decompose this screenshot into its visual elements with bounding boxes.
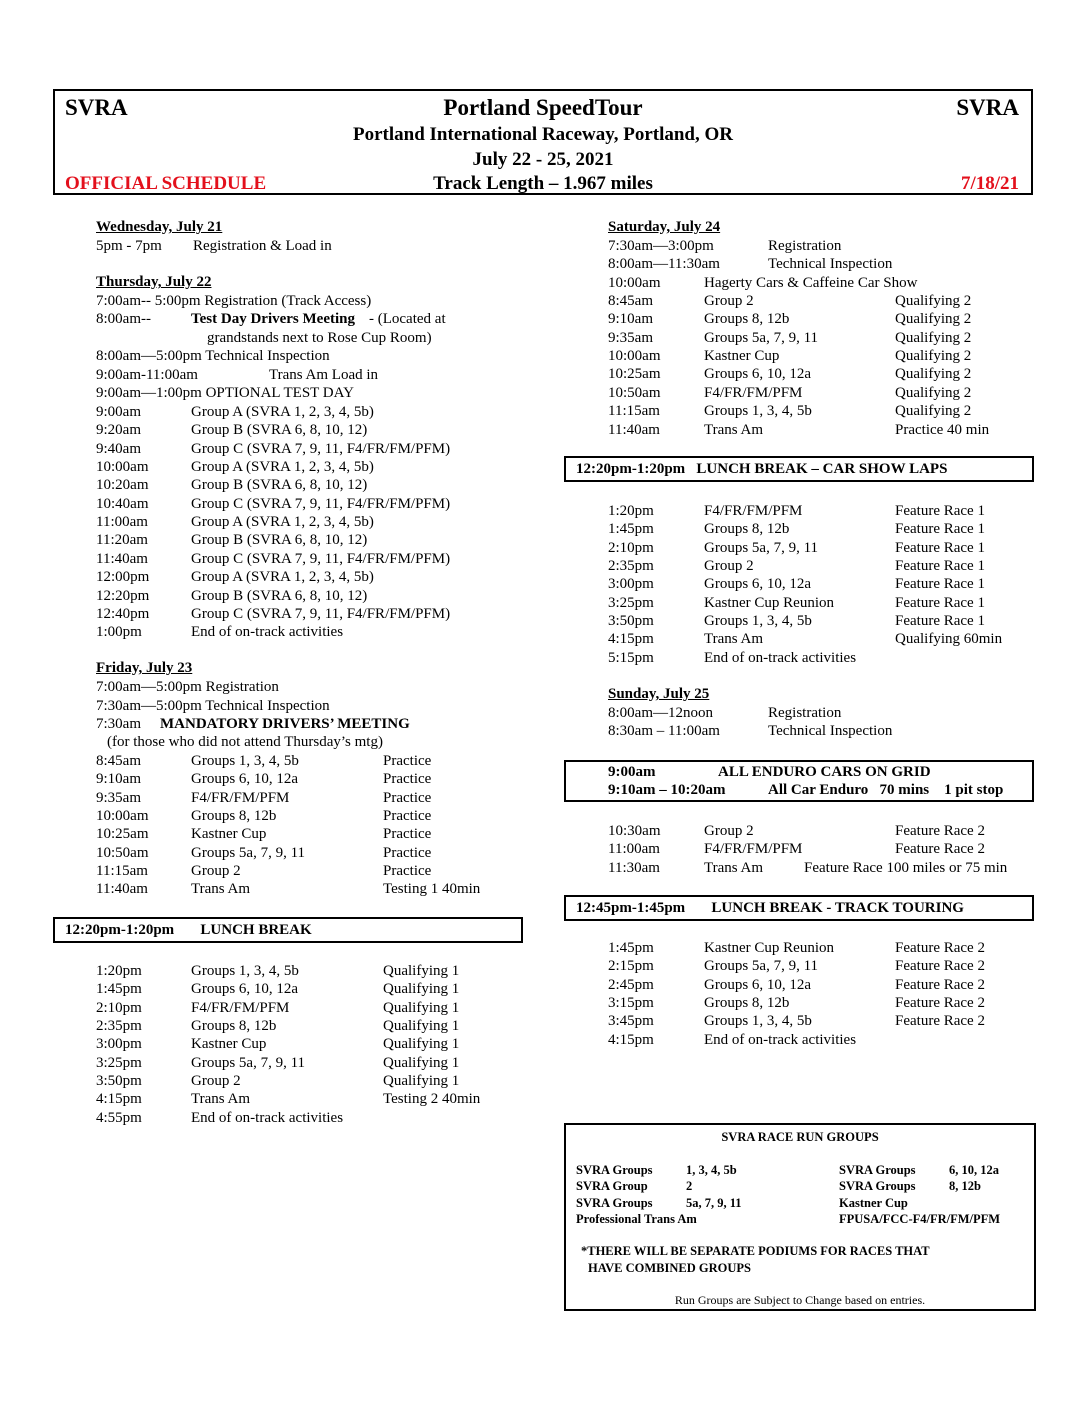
activity: Trans Am bbox=[191, 1091, 251, 1108]
time: 12:20pm bbox=[96, 587, 150, 604]
activity: Trans Am bbox=[704, 859, 764, 876]
activity: Kastner Cup bbox=[704, 348, 780, 365]
thursday-optional-test-day: 9:00am—1:00pm OPTIONAL TEST DAY bbox=[96, 385, 354, 401]
schedule-row bbox=[96, 587, 556, 605]
session: Qualifying 2 bbox=[895, 311, 972, 328]
schedule-row bbox=[96, 980, 556, 998]
activity: Groups 5a, 7, 9, 11 bbox=[704, 539, 819, 556]
schedule-row bbox=[96, 237, 556, 255]
run-groups-footer: Run Groups are Subject to Change based on entries. bbox=[674, 1293, 926, 1307]
activity: Groups 5a, 7, 9, 11 bbox=[704, 329, 819, 346]
time: 8:00am—11:30am bbox=[608, 256, 720, 273]
schedule-row bbox=[96, 999, 556, 1017]
schedule-row bbox=[96, 623, 556, 641]
activity: Trans Am bbox=[704, 631, 764, 648]
activity: Groups 6, 10, 12a bbox=[704, 576, 812, 593]
schedule-row bbox=[96, 495, 556, 513]
schedule-row bbox=[608, 704, 1068, 722]
run-group-label: SVRA Groups bbox=[576, 1163, 653, 1177]
time: 8:45am bbox=[608, 293, 653, 310]
activity: Trans Am bbox=[191, 881, 251, 898]
schedule-row bbox=[608, 384, 1068, 402]
run-groups-title: SVRA RACE RUN GROUPS bbox=[721, 1130, 879, 1144]
activity: Registration & Load in bbox=[193, 238, 332, 254]
time: 8:00am—12noon bbox=[608, 705, 713, 721]
activity: Group C (SVRA 7, 9, 11, F4/FR/FM/PFM) bbox=[191, 550, 451, 567]
thursday-title: Thursday, July 22 bbox=[96, 274, 212, 290]
schedule-row bbox=[96, 1017, 556, 1035]
activity: F4/FR/FM/PFM bbox=[191, 789, 290, 806]
activity: Group A (SVRA 1, 2, 3, 4, 5b) bbox=[191, 569, 374, 586]
schedule-row bbox=[608, 994, 1068, 1012]
schedule-row bbox=[96, 862, 556, 880]
schedule-row bbox=[608, 237, 1068, 255]
time: 1:45pm bbox=[96, 981, 142, 998]
time: 11:40am bbox=[608, 421, 660, 438]
session: Feature Race 2 bbox=[895, 1013, 985, 1030]
schedule-row bbox=[96, 880, 556, 898]
time: 11:30am bbox=[608, 859, 660, 876]
activity: End of on-track activities bbox=[704, 1031, 857, 1048]
sunday-lunch-break-box bbox=[564, 895, 1034, 921]
saturday-lunch-break: 12:20pm-1:20pm LUNCH BREAK – CAR SHOW LAPS bbox=[576, 461, 948, 477]
time: 7:30am bbox=[96, 716, 141, 732]
activity: Group 2 bbox=[191, 1073, 241, 1090]
time: 11:40am bbox=[96, 881, 148, 898]
time: 7:30am—3:00pm bbox=[608, 238, 714, 254]
session: Qualifying 1 bbox=[383, 1018, 460, 1035]
activity: Group C (SVRA 7, 9, 11, F4/FR/FM/PFM) bbox=[191, 605, 451, 622]
activity: Groups 5a, 7, 9, 11 bbox=[191, 1054, 306, 1071]
schedule-row bbox=[96, 403, 556, 421]
activity: Group A (SVRA 1, 2, 3, 4, 5b) bbox=[191, 514, 374, 531]
official-schedule-label: OFFICIAL SCHEDULE bbox=[65, 173, 267, 194]
activity: Group 2 bbox=[704, 293, 754, 310]
run-group-label: SVRA Groups bbox=[839, 1179, 916, 1194]
schedule-row bbox=[96, 1035, 556, 1053]
wednesday-title: Wednesday, July 21 bbox=[96, 219, 223, 235]
time: 1:20pm bbox=[96, 963, 142, 979]
time: 9:00am-11:00am bbox=[96, 367, 198, 383]
schedule-row bbox=[608, 402, 1068, 420]
schedule-row bbox=[96, 458, 556, 476]
schedule-row bbox=[608, 575, 1068, 593]
schedule-row bbox=[608, 630, 1068, 648]
activity: F4/FR/FM/PFM bbox=[191, 999, 290, 1016]
schedule-row bbox=[608, 649, 1068, 667]
enduro-race-text: All Car Enduro 70 mins 1 pit stop bbox=[768, 782, 1004, 798]
schedule-row bbox=[96, 752, 556, 770]
activity: Groups 1, 3, 4, 5b bbox=[191, 963, 299, 979]
activity: Groups 1, 3, 4, 5b bbox=[704, 1013, 812, 1030]
run-group-classes: 6, 10, 12a bbox=[949, 1163, 999, 1177]
schedule-row bbox=[96, 476, 556, 494]
schedule-row bbox=[608, 502, 1068, 520]
time: 9:20am bbox=[96, 422, 141, 439]
saturday-lunch-break-box bbox=[564, 456, 1034, 482]
friday-lunch-break: 12:20pm-1:20pm LUNCH BREAK bbox=[65, 922, 312, 938]
time: 10:00am bbox=[96, 808, 149, 825]
session: Feature Race 1 bbox=[895, 613, 985, 630]
session: Feature Race 2 bbox=[895, 976, 985, 993]
time: 11:15am bbox=[96, 863, 148, 880]
time: 11:40am bbox=[96, 550, 148, 567]
schedule-row bbox=[96, 605, 556, 623]
schedule-row bbox=[96, 531, 556, 549]
schedule-row bbox=[608, 594, 1068, 612]
activity: Registration bbox=[768, 238, 842, 254]
activity: Group 2 bbox=[704, 823, 754, 839]
schedule-row bbox=[96, 770, 556, 788]
activity: Group B (SVRA 6, 8, 10, 12) bbox=[191, 532, 368, 549]
time: 10:25am bbox=[608, 366, 661, 383]
schedule-row bbox=[96, 550, 556, 568]
time: 8:00am-- bbox=[96, 311, 151, 327]
schedule-row bbox=[608, 310, 1068, 328]
session: Qualifying 2 bbox=[895, 293, 972, 310]
podium-note-line2: HAVE COMBINED GROUPS bbox=[588, 1261, 751, 1275]
time: 3:00pm bbox=[96, 1036, 142, 1053]
activity: Kastner Cup bbox=[191, 826, 267, 843]
session: Feature Race 1 bbox=[895, 558, 985, 575]
activity: F4/FR/FM/PFM bbox=[704, 503, 803, 519]
time: 8:30am – 11:00am bbox=[608, 723, 720, 740]
activity: Groups 8, 12b bbox=[704, 311, 790, 328]
time: 3:25pm bbox=[608, 594, 654, 611]
schedule-row bbox=[608, 957, 1068, 975]
time: 2:45pm bbox=[608, 976, 654, 993]
run-group-classes: 5a, 7, 9, 11 bbox=[686, 1195, 742, 1210]
session: Practice bbox=[383, 844, 432, 861]
time: 10:50am bbox=[608, 384, 661, 401]
schedule-row bbox=[608, 292, 1068, 310]
activity: End of on-track activities bbox=[704, 649, 857, 666]
activity: Groups 1, 3, 4, 5b bbox=[704, 403, 812, 420]
time: 10:00am bbox=[608, 348, 661, 365]
thursday-trans-am-load bbox=[96, 366, 496, 384]
activity: Groups 8, 12b bbox=[191, 808, 277, 825]
session: Qualifying 2 bbox=[895, 366, 972, 383]
session: Feature Race 2 bbox=[895, 823, 985, 839]
schedule-row bbox=[96, 1109, 556, 1127]
time: 3:50pm bbox=[96, 1073, 142, 1090]
time: 10:40am bbox=[96, 495, 149, 512]
time: 1:45pm bbox=[608, 940, 654, 956]
activity: Group C (SVRA 7, 9, 11, F4/FR/FM/PFM) bbox=[191, 495, 451, 512]
schedule-row bbox=[96, 1054, 556, 1072]
activity: Kastner Cup Reunion bbox=[704, 594, 834, 611]
time: 10:20am bbox=[96, 477, 149, 494]
session: Practice 40 min bbox=[895, 421, 990, 438]
activity: Groups 6, 10, 12a bbox=[191, 771, 299, 788]
session: Feature Race 2 bbox=[895, 940, 985, 956]
schedule-row bbox=[608, 976, 1068, 994]
friday-lunch-break-box bbox=[53, 917, 523, 943]
schedule-row bbox=[608, 255, 1068, 273]
podium-note-line1: *THERE WILL BE SEPARATE PODIUMS FOR RACES THAT bbox=[581, 1244, 930, 1258]
schedule-row bbox=[96, 1090, 556, 1108]
time: 3:45pm bbox=[608, 1013, 654, 1030]
schedule-row bbox=[608, 520, 1068, 538]
enduro-box bbox=[564, 760, 1034, 802]
schedule-row bbox=[96, 1072, 556, 1090]
session: Practice bbox=[383, 789, 432, 806]
time: 5pm - 7pm bbox=[96, 238, 162, 254]
friday-tech-inspection: 7:30am—5:00pm Technical Inspection bbox=[96, 698, 330, 714]
friday-registration: 7:00am—5:00pm Registration bbox=[96, 679, 279, 695]
time: 10:00am bbox=[96, 459, 149, 476]
activity: Group A (SVRA 1, 2, 3, 4, 5b) bbox=[191, 404, 374, 420]
schedule-row bbox=[96, 513, 556, 531]
time: 9:10am bbox=[608, 311, 653, 328]
run-group-label: SVRA Groups bbox=[576, 1195, 653, 1210]
time: 9:35am bbox=[96, 789, 141, 806]
activity: Groups 1, 3, 4, 5b bbox=[704, 613, 812, 630]
activity: Trans Am Load in bbox=[269, 367, 379, 383]
time: 10:50am bbox=[96, 844, 149, 861]
time: 8:45am bbox=[96, 753, 141, 769]
thursday-tech-inspection: 8:00am—5:00pm Technical Inspection bbox=[96, 348, 330, 364]
schedule-row bbox=[608, 722, 1068, 740]
run-group-label: FPUSA/FCC-F4/FR/FM/PFM bbox=[839, 1211, 1001, 1226]
thursday-meeting-location-cont: grandstands next to Rose Cup Room) bbox=[207, 330, 432, 346]
schedule-row bbox=[608, 274, 1068, 292]
run-group-label: Kastner Cup bbox=[839, 1195, 908, 1210]
time: 4:15pm bbox=[96, 1091, 142, 1108]
thursday-registration: 7:00am-- 5:00pm Registration (Track Access) bbox=[96, 293, 372, 309]
event-dates: July 22 - 25, 2021 bbox=[472, 149, 614, 170]
session: Feature Race 100 miles or 75 min bbox=[804, 859, 1008, 876]
time: 4:15pm bbox=[608, 631, 654, 648]
schedule-header bbox=[53, 89, 1033, 195]
meeting-location: - (Located at bbox=[369, 311, 446, 327]
session: Testing 2 40min bbox=[383, 1091, 481, 1108]
activity: Group B (SVRA 6, 8, 10, 12) bbox=[191, 587, 368, 604]
run-group-label: SVRA Groups bbox=[839, 1163, 916, 1177]
sunday-lunch-break: 12:45pm-1:45pm LUNCH BREAK - TRACK TOURING bbox=[576, 900, 964, 916]
activity: End of on-track activities bbox=[191, 624, 344, 641]
schedule-row bbox=[608, 365, 1068, 383]
time: 9:40am bbox=[96, 440, 141, 457]
time: 11:00am bbox=[96, 514, 148, 531]
time: 3:15pm bbox=[608, 995, 654, 1012]
sunday-title: Sunday, July 25 bbox=[608, 686, 710, 702]
time: 12:40pm bbox=[96, 605, 150, 622]
activity: Group A (SVRA 1, 2, 3, 4, 5b) bbox=[191, 459, 374, 476]
session: Qualifying 1 bbox=[383, 999, 460, 1016]
time: 10:30am bbox=[608, 823, 661, 839]
schedule-row bbox=[608, 539, 1068, 557]
session: Practice bbox=[383, 808, 432, 825]
session: Qualifying 2 bbox=[895, 348, 972, 365]
session: Practice bbox=[383, 771, 432, 788]
time: 11:15am bbox=[608, 403, 660, 420]
session: Feature Race 2 bbox=[895, 841, 985, 858]
session: Testing 1 40min bbox=[383, 881, 481, 898]
session: Feature Race 1 bbox=[895, 594, 985, 611]
session: Qualifying 1 bbox=[383, 1073, 460, 1090]
session: Feature Race 1 bbox=[895, 521, 985, 538]
track-length: Track Length – 1.967 miles bbox=[433, 173, 653, 194]
event-title: Portland SpeedTour bbox=[443, 95, 643, 120]
time: 1:45pm bbox=[608, 521, 654, 538]
session: Practice bbox=[383, 753, 432, 769]
schedule-row bbox=[96, 807, 556, 825]
schedule-row bbox=[608, 859, 1068, 877]
time: 3:00pm bbox=[608, 576, 654, 593]
time: 9:35am bbox=[608, 329, 653, 346]
activity: Technical Inspection bbox=[768, 723, 893, 740]
enduro-grid-text: ALL ENDURO CARS ON GRID bbox=[718, 764, 931, 780]
time: 2:35pm bbox=[96, 1018, 142, 1035]
session: Practice bbox=[383, 826, 432, 843]
meeting-title: MANDATORY DRIVERS’ MEETING bbox=[160, 716, 410, 732]
run-group-classes: 1, 3, 4, 5b bbox=[686, 1163, 737, 1177]
session: Feature Race 1 bbox=[895, 539, 985, 556]
friday-meeting-note: (for those who did not attend Thursday’s mtg) bbox=[107, 734, 383, 750]
session: Practice bbox=[383, 863, 432, 880]
time: 2:15pm bbox=[608, 958, 654, 975]
run-group-classes: 8, 12b bbox=[949, 1179, 981, 1194]
time: 1:00pm bbox=[96, 624, 142, 641]
session: Qualifying 2 bbox=[895, 403, 972, 420]
time: 3:50pm bbox=[608, 613, 654, 630]
run-group-label: SVRA Group bbox=[576, 1179, 648, 1194]
activity: Groups 1, 3, 4, 5b bbox=[191, 753, 299, 769]
time: 2:35pm bbox=[608, 558, 654, 575]
right-org: SVRA bbox=[956, 95, 1019, 120]
time: 9:00am bbox=[96, 404, 141, 420]
session: Qualifying 1 bbox=[383, 1036, 460, 1053]
run-group-label: Professional Trans Am bbox=[576, 1211, 697, 1226]
time: 12:00pm bbox=[96, 569, 150, 586]
activity: Group C (SVRA 7, 9, 11, F4/FR/FM/PFM) bbox=[191, 440, 451, 457]
enduro-grid-time: 9:00am bbox=[608, 764, 656, 780]
time: 2:10pm bbox=[96, 999, 142, 1016]
schedule-row bbox=[608, 1012, 1068, 1030]
time: 4:15pm bbox=[608, 1031, 654, 1048]
activity: End of on-track activities bbox=[191, 1109, 344, 1126]
left-org: SVRA bbox=[65, 95, 128, 120]
schedule-row bbox=[96, 962, 556, 980]
activity: Kastner Cup Reunion bbox=[704, 940, 834, 956]
venue: Portland International Raceway, Portland, OR bbox=[353, 124, 733, 145]
activity: Groups 8, 12b bbox=[704, 521, 790, 538]
run-groups-box bbox=[564, 1123, 1036, 1311]
session: Feature Race 2 bbox=[895, 995, 985, 1012]
session: Qualifying 1 bbox=[383, 1054, 460, 1071]
meeting-title: Test Day Drivers Meeting bbox=[191, 311, 355, 327]
activity: Group 2 bbox=[191, 863, 241, 880]
activity: F4/FR/FM/PFM bbox=[704, 384, 803, 401]
session: Feature Race 1 bbox=[895, 503, 985, 519]
schedule-row bbox=[96, 440, 556, 458]
time: 5:15pm bbox=[608, 649, 654, 666]
activity: Group B (SVRA 6, 8, 10, 12) bbox=[191, 477, 368, 494]
time: 1:20pm bbox=[608, 503, 654, 519]
activity: Groups 5a, 7, 9, 11 bbox=[191, 844, 306, 861]
enduro-race-time: 9:10am – 10:20am bbox=[608, 782, 726, 798]
schedule-row bbox=[96, 421, 556, 439]
activity: F4/FR/FM/PFM bbox=[704, 841, 803, 858]
time: 4:55pm bbox=[96, 1109, 142, 1126]
time: 11:00am bbox=[608, 841, 660, 858]
run-group-classes: 2 bbox=[686, 1179, 693, 1194]
activity: Trans Am bbox=[704, 421, 764, 438]
activity: Groups 6, 10, 12a bbox=[704, 366, 812, 383]
friday-title: Friday, July 23 bbox=[96, 660, 193, 676]
schedule-row bbox=[608, 822, 1068, 840]
session: Qualifying 2 bbox=[895, 329, 972, 346]
activity: Registration bbox=[768, 705, 842, 721]
time: 3:25pm bbox=[96, 1054, 142, 1071]
activity: Group 2 bbox=[704, 558, 754, 575]
time: 11:20am bbox=[96, 532, 148, 549]
schedule-row bbox=[96, 789, 556, 807]
time: 10:25am bbox=[96, 826, 149, 843]
schedule-row bbox=[608, 840, 1068, 858]
activity: Group B (SVRA 6, 8, 10, 12) bbox=[191, 422, 368, 439]
time: 9:10am bbox=[96, 771, 141, 788]
activity: Groups 8, 12b bbox=[704, 995, 790, 1012]
activity: Kastner Cup bbox=[191, 1036, 267, 1053]
activity: Groups 8, 12b bbox=[191, 1018, 277, 1035]
friday-drivers-meeting bbox=[96, 715, 516, 733]
activity: Technical Inspection bbox=[768, 256, 893, 273]
schedule-row bbox=[608, 1031, 1068, 1049]
activity: Groups 6, 10, 12a bbox=[704, 976, 812, 993]
session: Qualifying 60min bbox=[895, 631, 1003, 648]
session: Qualifying 2 bbox=[895, 384, 972, 401]
session: Feature Race 2 bbox=[895, 958, 985, 975]
time: 2:10pm bbox=[608, 539, 654, 556]
time: 10:00am bbox=[608, 274, 661, 291]
schedule-row bbox=[608, 612, 1068, 630]
schedule-row bbox=[608, 557, 1068, 575]
activity: Groups 6, 10, 12a bbox=[191, 981, 299, 998]
schedule-row bbox=[608, 347, 1068, 365]
schedule-row bbox=[96, 568, 556, 586]
activity: Hagerty Cars & Caffeine Car Show bbox=[704, 274, 918, 291]
schedule-row bbox=[608, 329, 1068, 347]
session: Qualifying 1 bbox=[383, 981, 460, 998]
saturday-title: Saturday, July 24 bbox=[608, 219, 721, 235]
session: Feature Race 1 bbox=[895, 576, 985, 593]
revision-date: 7/18/21 bbox=[960, 173, 1019, 194]
thursday-drivers-meeting bbox=[96, 310, 496, 328]
schedule-row bbox=[96, 825, 556, 843]
activity: Groups 5a, 7, 9, 11 bbox=[704, 958, 819, 975]
session: Qualifying 1 bbox=[383, 963, 460, 979]
schedule-row bbox=[608, 939, 1068, 957]
schedule-row bbox=[96, 844, 556, 862]
schedule-row bbox=[608, 421, 1068, 439]
